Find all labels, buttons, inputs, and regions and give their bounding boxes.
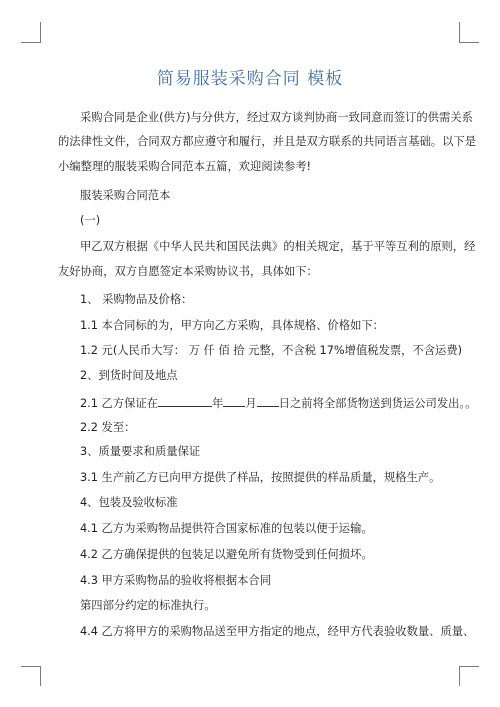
crop-mark-bottom-left	[40, 666, 41, 686]
part-number: (一)	[80, 214, 101, 227]
clause-2-1-text-c: 月	[245, 397, 257, 410]
year-blank	[158, 395, 212, 407]
crop-mark-bottom-left-h	[21, 666, 41, 667]
document-title: 简易服装采购合同 模板	[156, 69, 344, 89]
clause-3-1: 3.1 生产前乙方已向甲方提供了样品，按照提供的样品质量，规格生产。	[80, 471, 441, 484]
clause-4-2: 4.2 乙方确保提供的包装足以避免所有货物受到任何损坏。	[80, 548, 373, 561]
preamble-line-2: 友好协商，双方自愿签定本采购协议书，具体如下：	[58, 265, 318, 278]
clause-2-1	[80, 395, 476, 412]
month-blank	[223, 395, 245, 407]
clause-4-4: 4.4 乙方将甲方的采购物品送至甲方指定的地点，经甲方代表验收数量、质量、	[80, 625, 475, 638]
clause-4-1: 4.1 乙方为采购物品提供符合国家标准的包装以便于运输。	[80, 522, 373, 535]
clause-1-heading: 1、 采购物品及价格：	[80, 293, 193, 306]
clause-4-3: 4.3 甲方采购物品的验收将根据本合同	[80, 574, 272, 587]
clause-2-heading: 2、到货时间及地点	[80, 369, 178, 382]
clause-3-heading: 3、质量要求和质量保证	[80, 445, 201, 458]
day-blank	[257, 395, 279, 407]
crop-mark-top-right-h	[459, 42, 479, 43]
clause-1-1: 1.1 本合同标的为，甲方向乙方采购，具体规格、价格如下：	[80, 319, 384, 332]
crop-mark-top-left	[40, 22, 41, 42]
intro-line-2: 的法律性文件，合同双方都应遵守和履行，并且是双方联系的共同语言基础。以下是	[58, 135, 476, 148]
clause-2-1-text-a: 2.1 乙方保证在	[80, 397, 159, 410]
crop-mark-top-left-h	[21, 42, 41, 43]
crop-mark-bottom-right-h	[459, 666, 479, 667]
clause-2-1-text-b: 年	[212, 397, 224, 410]
clause-1-2: 1.2 元(人民币大写： 万 仟 佰 拾 元整，不含税 17%增值税发票，不含运费)	[80, 344, 463, 357]
clause-4-3-continued: 第四部分约定的标准执行。	[80, 599, 216, 612]
crop-mark-top-right	[459, 22, 460, 42]
preamble-line-1: 甲乙双方根据《中华人民共和国民法典》的相关规定，基于平等互利的原则，经	[80, 240, 476, 253]
section-heading: 服装采购合同范本	[80, 189, 171, 202]
clause-4-heading: 4、包装及验收标准	[80, 496, 178, 509]
clause-2-2: 2.2 发至：	[80, 421, 136, 434]
crop-mark-bottom-right	[459, 666, 460, 686]
intro-line-1: 采购合同是企业(供方)与分供方，经过双方谈判协商一致同意而签订的供需关系	[80, 111, 473, 124]
intro-line-3: 小编整理的服装采购合同范本五篇，欢迎阅读参考!	[58, 160, 312, 173]
clause-2-1-text-d: 日之前将全部货物送到货运公司发出。。	[278, 397, 477, 410]
